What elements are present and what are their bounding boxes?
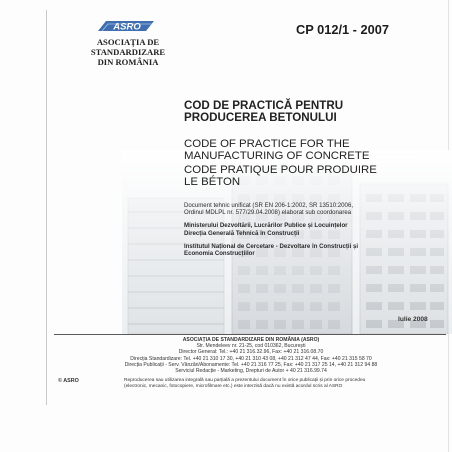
document-code: CP 012/1 - 2007 — [296, 22, 389, 37]
footer-divider — [54, 334, 446, 335]
title-french — [184, 164, 446, 188]
meta-block — [184, 202, 446, 263]
footer-contacts — [54, 337, 448, 374]
title-block — [184, 100, 446, 189]
meta-line: Ordinul MDLPL nr. 577/29.04.2008) elaborat sub coordonarea — [184, 209, 352, 217]
footer-publishing: Direcția Publicații - Serv. Vânzări/Abonamente: Tel. +40 21 316 77 25, Fax: +40 21 317 25 14, +40 21 312 94 88 — [124, 361, 378, 368]
footer-director: Director General: Tel.: +40 21 316.32.96, Fax: +40 21 316.08.70 — [178, 349, 324, 356]
publication-date: Iulie 2008 — [398, 316, 428, 323]
title-line: CODE OF PRACTICE FOR THE — [184, 137, 350, 150]
meta-line: Ministerului Dezvoltării, Lucrărilor Publice și Locuințelor — [184, 222, 348, 230]
scan-edge-left — [46, 10, 47, 405]
org-name — [72, 38, 184, 67]
footer-standards: Direcția Standardizare: Tel. +40 21 310 17 30, +40 21 310 43 08, +40 21 312 47 44, Fax: +40 21 315 58 70 — [130, 355, 372, 362]
logo-text: ASRO — [113, 21, 141, 33]
title-english — [184, 138, 446, 162]
meta-line: Institutul Național de Cercetare - Dezvoltare în Construcții și — [184, 242, 359, 250]
title-line: LE BÉTON — [184, 176, 241, 189]
asro-logo — [96, 18, 158, 34]
institute-name — [184, 243, 446, 257]
ministry-name — [184, 222, 446, 236]
org-name-line: DIN ROMÂNIA — [97, 56, 159, 67]
unified-document-note — [184, 202, 446, 216]
legal-line: Reproducerea sau utilizarea integrală sau parțială a prezentului document în orice publicații și prin orice procedeu — [124, 378, 366, 383]
title-line: CODE PRATIQUE POUR PRODUIRE — [184, 164, 377, 177]
legal-notice — [124, 378, 444, 390]
title-line: COD DE PRACTICĂ PENTRU — [184, 99, 344, 112]
footer-editorial: Serviciul Redacție - Marketing, Drepturi de Autor + 40 21 316.99.74 — [175, 368, 327, 375]
org-name-line: STANDARDIZARE — [90, 46, 166, 57]
meta-line: Direcția Generală Tehnică în Construcții — [184, 229, 300, 237]
footer-org: ASOCIAȚIA DE STANDARDIZARE DIN ROMÂNIA (ASRO) — [182, 337, 320, 343]
meta-line: Document tehnic unificat (SR EN 206-1:2002, SR 13510:2006, — [184, 202, 354, 209]
title-romanian — [184, 100, 446, 125]
legal-line: (electronic, mecanic, fotocopiere, microfilmare etc.) este interzisă dacă nu există acordul scris al ASRO — [124, 384, 343, 389]
title-line: MANUFACTURING OF CONCRETE — [184, 150, 370, 163]
org-name-line: ASOCIAȚIA DE — [96, 37, 160, 47]
meta-line: Economia Construcțiilor — [184, 250, 255, 258]
title-line: PRODUCEREA BETONULUI — [184, 111, 337, 125]
copyright-mark: © ASRO — [58, 378, 79, 384]
footer-address: Str. Mendeleev nr. 21-25, cod 010362, București — [196, 343, 306, 350]
